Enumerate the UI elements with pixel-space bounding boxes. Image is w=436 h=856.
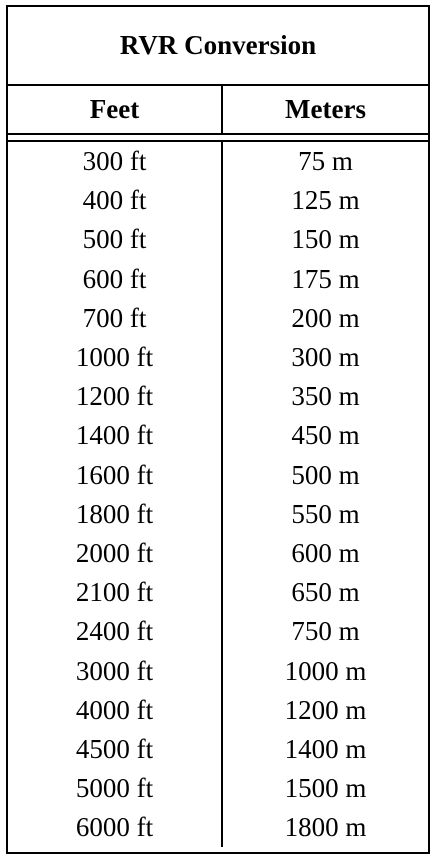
cell-feet: 2400 ft xyxy=(8,612,223,651)
cell-meters: 550 m xyxy=(291,498,360,529)
table-row xyxy=(8,730,428,769)
table-row xyxy=(8,260,428,299)
cell-feet: 2100 ft xyxy=(8,573,223,612)
cell-meters: 450 m xyxy=(291,420,360,451)
cell-meters: 600 m xyxy=(291,537,360,568)
cell-feet: 500 ft xyxy=(8,220,223,259)
cell-feet: 1800 ft xyxy=(8,495,223,534)
cell-meters: 1800 m xyxy=(284,812,367,843)
table-row xyxy=(8,612,428,651)
cell-feet: 1000 ft xyxy=(8,338,223,377)
cell-meters: 175 m xyxy=(291,263,360,294)
cell-meters: 650 m xyxy=(291,577,360,608)
cell-meters: 125 m xyxy=(291,185,360,216)
table-row xyxy=(8,142,428,181)
cell-feet: 1600 ft xyxy=(8,456,223,495)
cell-meters: 150 m xyxy=(291,224,360,255)
table-row xyxy=(8,534,428,573)
table-row xyxy=(8,338,428,377)
cell-meters: 750 m xyxy=(291,616,360,647)
table-row xyxy=(8,377,428,416)
table-row xyxy=(8,573,428,612)
cell-feet: 2000 ft xyxy=(8,534,223,573)
cell-feet: 5000 ft xyxy=(8,769,223,808)
table-row xyxy=(8,181,428,220)
header-divider xyxy=(8,133,428,142)
header-meters: Meters xyxy=(285,94,366,124)
cell-feet: 400 ft xyxy=(8,181,223,220)
cell-meters: 1500 m xyxy=(284,773,367,804)
table-row xyxy=(8,769,428,808)
table-row xyxy=(8,416,428,455)
table-body xyxy=(8,142,428,847)
cell-feet: 4000 ft xyxy=(8,691,223,730)
table-header-row xyxy=(8,86,428,133)
cell-feet: 300 ft xyxy=(8,142,223,181)
cell-feet: 600 ft xyxy=(8,260,223,299)
table-row xyxy=(8,808,428,847)
cell-feet: 4500 ft xyxy=(8,730,223,769)
cell-feet: 6000 ft xyxy=(8,808,223,847)
rvr-conversion-table xyxy=(6,5,430,854)
cell-meters: 500 m xyxy=(291,459,360,490)
cell-meters: 1200 m xyxy=(284,694,367,725)
cell-feet: 1200 ft xyxy=(8,377,223,416)
cell-feet: 700 ft xyxy=(8,299,223,338)
cell-meters: 1000 m xyxy=(284,655,367,686)
table-row xyxy=(8,456,428,495)
table-row xyxy=(8,691,428,730)
table-row xyxy=(8,220,428,259)
cell-meters: 350 m xyxy=(291,381,360,412)
table-row xyxy=(8,651,428,690)
cell-feet: 1400 ft xyxy=(8,416,223,455)
table-title: RVR Conversion xyxy=(8,7,428,86)
table-row xyxy=(8,495,428,534)
cell-meters: 75 m xyxy=(298,146,353,177)
cell-meters: 1400 m xyxy=(284,733,367,764)
cell-meters: 300 m xyxy=(291,342,360,373)
cell-feet: 3000 ft xyxy=(8,651,223,690)
header-feet: Feet xyxy=(8,86,223,133)
table-row xyxy=(8,299,428,338)
cell-meters: 200 m xyxy=(291,302,360,333)
